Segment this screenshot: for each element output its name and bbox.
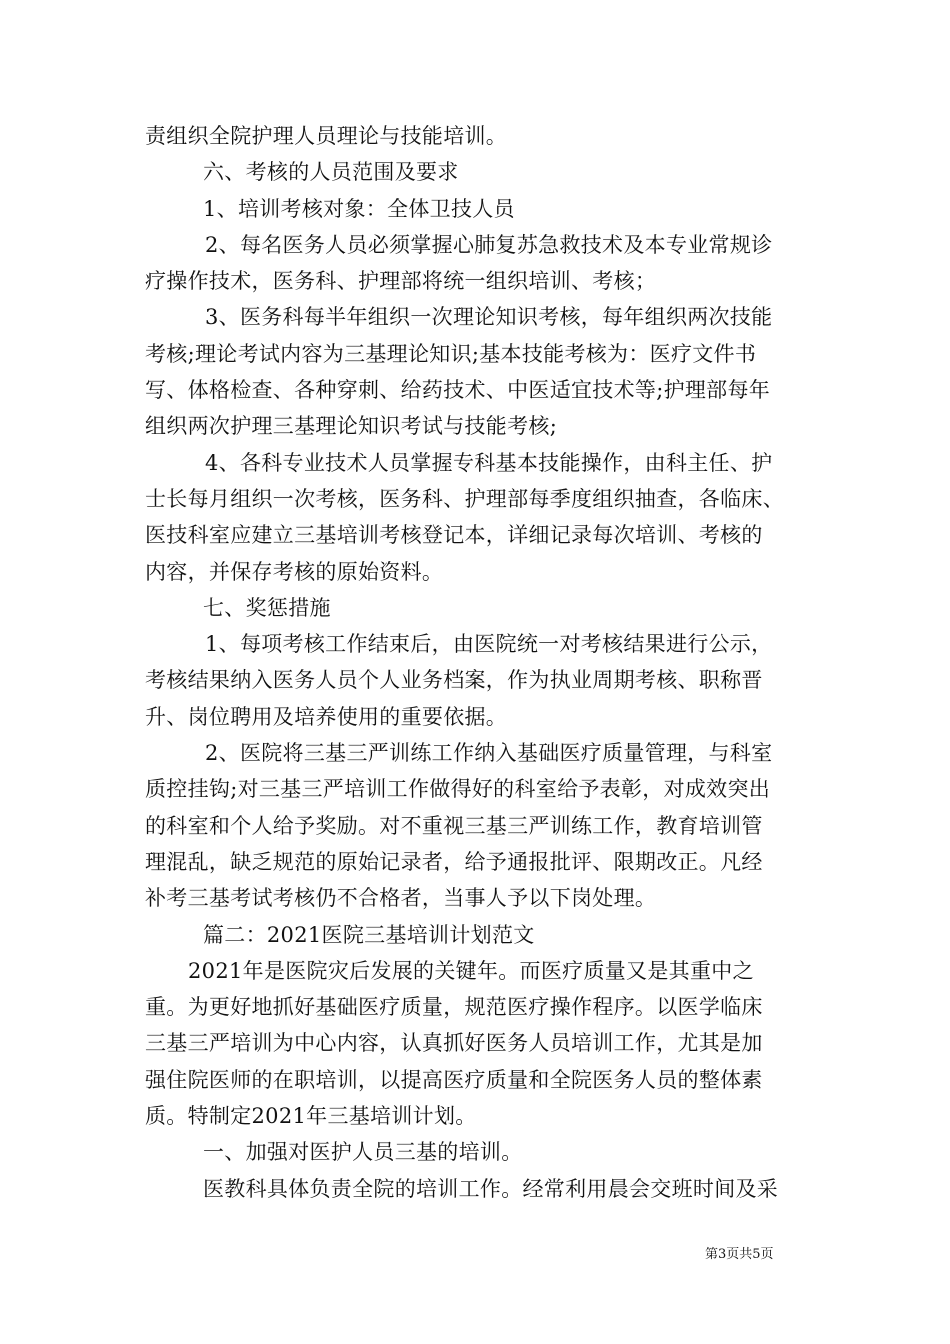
text-line: 三基三严培训为中心内容，认真抓好医务人员培训工作，尤其是加 [145, 1031, 763, 1056]
page-number: 第3页共5页 [705, 1247, 774, 1262]
text-line: 重。为更好地抓好基础医疗质量，规范医疗操作程序。以医学临床 [145, 995, 763, 1020]
text-line: 写、体格检查、各种穿刺、给药技术、中医适宜技术等;护理部每年 [145, 378, 771, 403]
text-line: 理混乱，缺乏规范的原始记录者，给予通报批评、限期改正。凡经 [145, 849, 763, 874]
text-line: 4、各科专业技术人员掌握专科基本技能操作，由科主任、护 [205, 450, 773, 475]
text-line: 组织两次护理三基理论知识考试与技能考核; [145, 414, 558, 439]
text-line: 六、考核的人员范围及要求 [203, 160, 459, 185]
text-line: 一、加强对医护人员三基的培训。 [203, 1140, 523, 1165]
text-line: 医教科具体负责全院的培训工作。经常利用晨会交班时间及采 [203, 1176, 779, 1201]
text-line: 2、医院将三基三严训练工作纳入基础医疗质量管理，与科室 [205, 741, 773, 766]
text-line: 1、每项考核工作结束后，由医院统一对考核结果进行公示， [205, 632, 773, 657]
text-line: 疗操作技术，医务科、护理部将统一组织培训、考核； [145, 269, 657, 294]
text-line: 篇二：2021医院三基培训计划范文 [203, 922, 535, 947]
text-line: 3、医务科每半年组织一次理论知识考核，每年组织两次技能 [205, 305, 773, 330]
text-line: 的科室和个人给予奖励。对不重视三基三严训练工作，教育培训管 [145, 813, 763, 838]
text-line: 强住院医师的在职培训，以提高医疗质量和全院医务人员的整体素 [145, 1067, 763, 1092]
text-line: 升、岗位聘用及培养使用的重要依据。 [145, 704, 508, 729]
text-line: 内容，并保存考核的原始资料。 [145, 559, 444, 584]
text-line: 1、培训考核对象：全体卫技人员 [203, 196, 515, 221]
text-line: 质控挂钩;对三基三严培训工作做得好的科室给予表彰，对成效突出 [145, 777, 771, 802]
document-body [145, 118, 825, 1207]
text-line: 2021年是医院灾后发展的关键年。而医疗质量又是其重中之 [188, 958, 754, 983]
text-line: 责组织全院护理人员理论与技能培训。 [145, 124, 508, 148]
text-line: 补考三基考试考核仍不合格者，当事人予以下岗处理。 [145, 886, 657, 911]
text-line: 2、每名医务人员必须掌握心肺复苏急救技术及本专业常规诊 [205, 232, 773, 257]
text-line: 质。特制定2021年三基培训计划。 [145, 1104, 477, 1129]
text-line: 考核结果纳入医务人员个人业务档案，作为执业周期考核、职称晋 [145, 668, 763, 693]
text-line: 考核;理论考试内容为三基理论知识;基本技能考核为：医疗文件书 [145, 341, 757, 366]
text-line: 医技科室应建立三基培训考核登记本，详细记录每次培训、考核的 [145, 523, 763, 548]
text-line: 七、奖惩措施 [203, 595, 331, 620]
text-line: 士长每月组织一次考核，医务科、护理部每季度组织抽查，各临床、 [145, 486, 784, 511]
